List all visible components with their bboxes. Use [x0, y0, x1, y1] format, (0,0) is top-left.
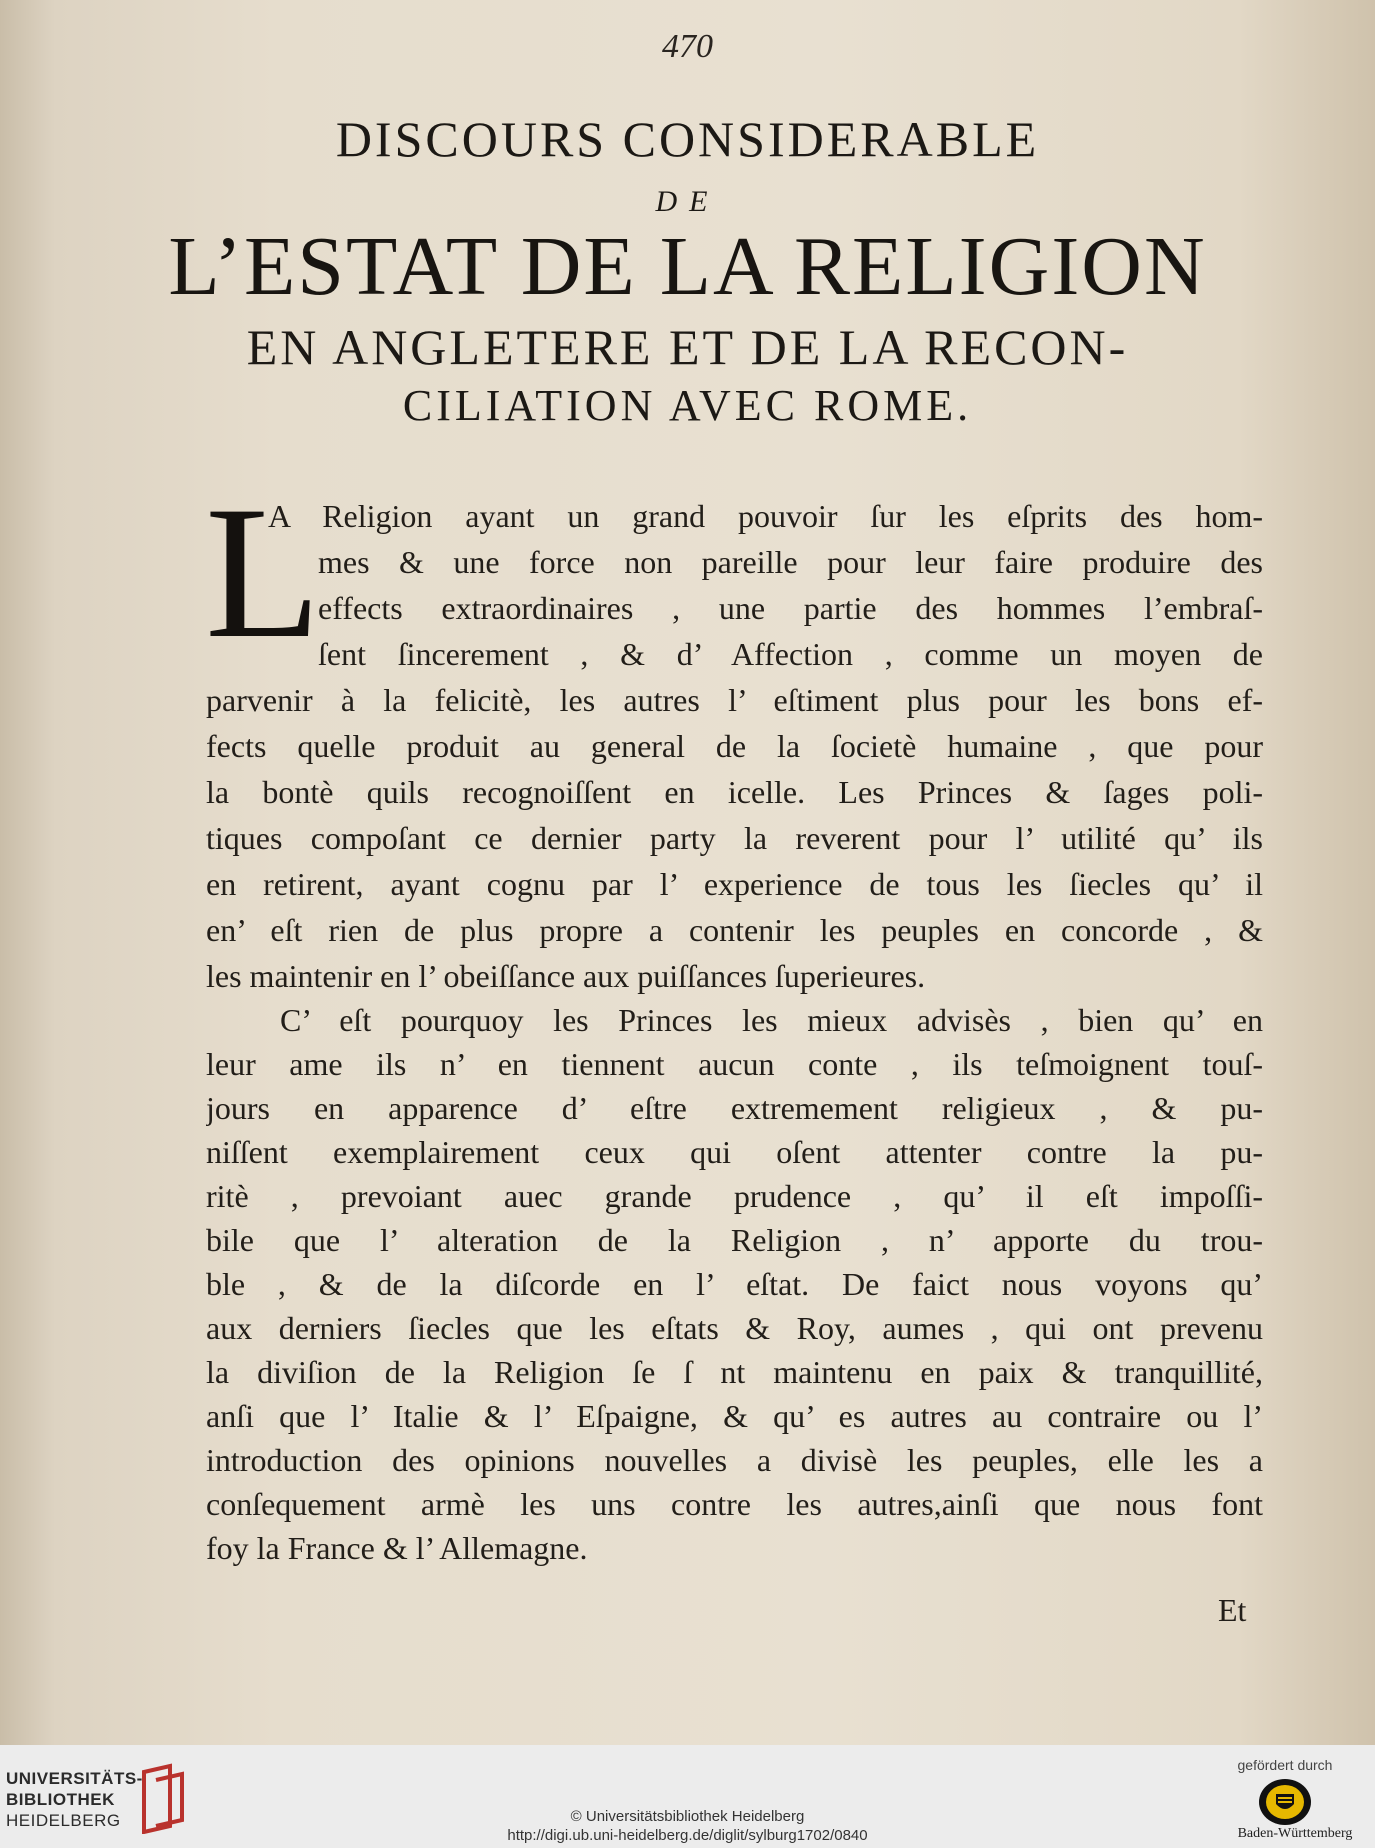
text-line: A Religion ayant un grand pouvoir ſur les eſprits des hom-	[268, 498, 1263, 534]
text-line: fects quelle produit au general de la ſocietè humaine , que pour	[206, 728, 1263, 764]
text-line: parvenir à la felicitè, les autres l’ eſtiment plus pour les bons ef-	[206, 682, 1263, 718]
text-line: anſi que l’ Italie & l’ Eſpaigne, & qu’ es autres au contraire ou l’	[206, 1398, 1263, 1434]
text-line: leur ame ils n’ en tiennent aucun conte , ils teſmoignent touſ-	[206, 1046, 1263, 1082]
sponsor-label: gefördert durch	[1237, 1757, 1333, 1773]
text-line: les maintenir en l’ obeiſſance aux puiſſances ſuperieures.	[206, 958, 926, 994]
title-line-3: EN ANGLETERE ET DE LA RECON-	[246, 319, 1129, 375]
title-line-4: CILIATION AVEC ROME.	[402, 381, 973, 430]
text-line: aux derniers ſiecles que les eſtats & Roy, aumes , qui ont prevenu	[206, 1310, 1263, 1346]
text-line: introduction des opinions nouvelles a divisè les peuples, elle les a	[206, 1442, 1263, 1478]
text-line: la bontè quils recognoiſſent en icelle. Les Princes & ſages poli-	[206, 774, 1263, 810]
text-line: en’ eſt rien de plus propre a contenir les peuples en concorde , &	[206, 912, 1263, 948]
library-line-3: HEIDELBERG	[6, 1811, 121, 1830]
text-line: tiques compoſant ce dernier party la reverent pour l’ utilité qu’ ils	[206, 820, 1263, 856]
sponsor-name: Baden-Württemberg	[1237, 1826, 1353, 1841]
title-line-1: DISCOURS CONSIDERABLE	[335, 111, 1040, 167]
text-line: ble , & de la diſcorde en l’ eſtat. De faict nous voyons qu’	[206, 1266, 1263, 1302]
text-line: jours en apparence d’ eſtre extremement religieux , & pu-	[206, 1090, 1263, 1126]
text-line: ritè , prevoiant auec grande prudence , qu’ il eſt impoſſi-	[206, 1178, 1263, 1214]
state-seal-icon[interactable]	[1258, 1778, 1312, 1826]
library-line-1: UNIVERSITÄTS-	[6, 1769, 143, 1788]
copyright-text: © Universitätsbibliothek Heidelberg	[570, 1808, 805, 1825]
title-de: DE	[655, 185, 720, 218]
catchword: Et	[1218, 1592, 1247, 1628]
text-line: conſequement armè les uns contre les autres,ainſi que nous font	[206, 1486, 1263, 1522]
text-line: ſent ſincerement , & d’ Affection , comme un moyen de	[318, 636, 1263, 672]
permalink[interactable]: http://digi.ub.uni-heidelberg.de/diglit/sylburg1702/0840	[507, 1827, 868, 1844]
library-line-2: BIBLIOTHEK	[6, 1790, 115, 1809]
text-line: en retirent, ayant cognu par l’ experience de tous les ſiecles qu’ il	[206, 866, 1263, 902]
drop-cap: L	[205, 468, 322, 678]
text-line: C’ eſt pourquoy les Princes les mieux advisès , bien qu’ en	[280, 1002, 1263, 1038]
text-line: mes & une force non pareille pour leur faire produire des	[318, 544, 1263, 580]
page-number: 470	[662, 28, 713, 65]
title-line-2: L’ESTAT DE LA RELIGION	[168, 220, 1207, 313]
text-line: foy la France & l’ Allemagne.	[206, 1530, 588, 1566]
text-line: effects extraordinaires , une partie des hommes l’embraſ-	[318, 590, 1263, 626]
text-line: la diviſion de la Religion ſe ſ nt maintenu en paix & tranquillité,	[206, 1354, 1263, 1390]
text-line: bile que l’ alteration de la Religion , n’ apporte du trou-	[206, 1222, 1263, 1258]
text-line: niſſent exemplairement ceux qui oſent attenter contre la pu-	[206, 1134, 1263, 1170]
